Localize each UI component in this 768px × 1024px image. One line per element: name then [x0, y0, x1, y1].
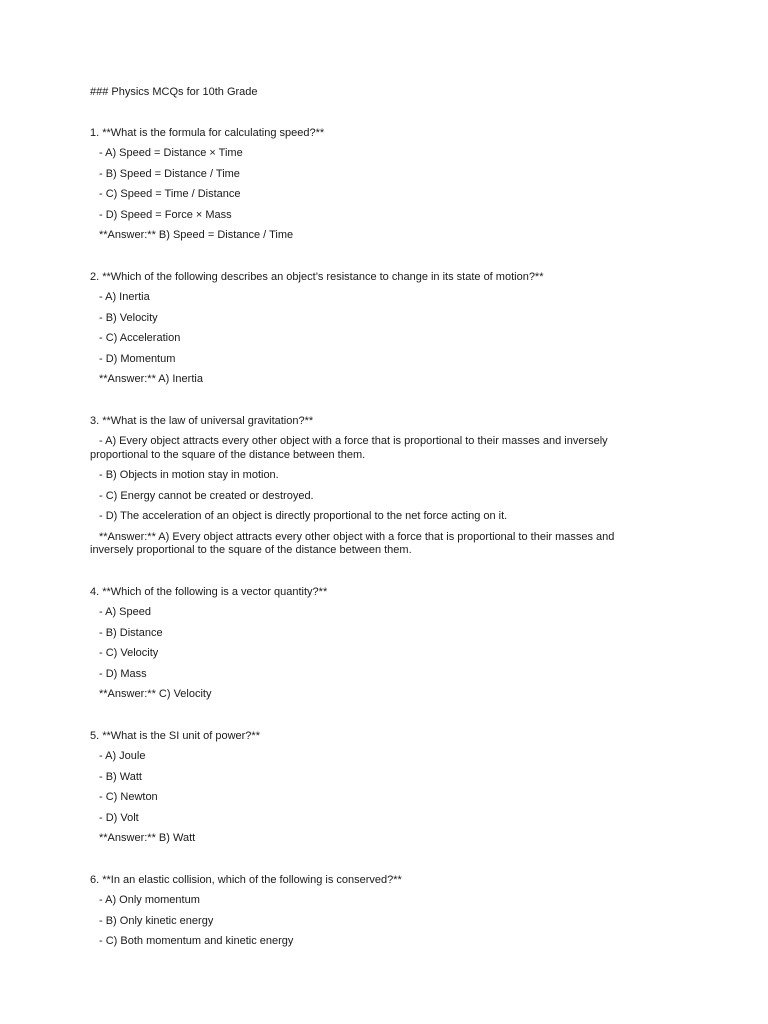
correct-answer: **Answer:** C) Velocity: [99, 688, 212, 700]
answer-option: - B) Objects in motion stay in motion.: [99, 469, 279, 481]
answer-option: - A) Speed = Distance × Time: [99, 147, 243, 159]
correct-answer: **Answer:** B) Watt: [99, 832, 196, 844]
correct-answer: **Answer:** A) Inertia: [99, 373, 203, 385]
answer-option: - A) Inertia: [99, 291, 150, 303]
answer-option: - C) Newton: [99, 791, 158, 803]
answer-option: - C) Speed = Time / Distance: [99, 188, 241, 200]
answer-option: - B) Speed = Distance / Time: [99, 167, 240, 180]
answer-option: - C) Acceleration: [99, 332, 181, 344]
question-block: [90, 271, 650, 387]
answer-option: - C) Velocity: [99, 647, 159, 659]
question-block: [90, 415, 650, 558]
answer-option: - A) Joule: [99, 750, 146, 762]
question-text: 4. **Which of the following is a vector quantity?**: [90, 585, 328, 598]
answer-option: - A) Every object attracts every other object with a force that is proportional to their masses and inversely proportional to the square of the distance between them.: [90, 435, 608, 461]
question-block: [90, 730, 650, 846]
answer-option: - B) Velocity: [99, 311, 158, 324]
answer-option: - D) The acceleration of an object is directly proportional to the net force acting on it.: [99, 510, 508, 522]
document-body: [90, 86, 650, 977]
question-block: [90, 874, 650, 949]
answer-option: - B) Distance: [99, 626, 163, 639]
correct-answer: **Answer:** A) Every object attracts every other object with a force that is proportional to their masses and inversely proportional to the square of the distance between them.: [90, 530, 615, 556]
correct-answer: **Answer:** B) Speed = Distance / Time: [99, 229, 294, 241]
question-block: [90, 127, 650, 243]
answer-option: - D) Volt: [99, 811, 139, 824]
question-text: 1. **What is the formula for calculating speed?**: [90, 126, 325, 139]
document-heading: ### Physics MCQs for 10th Grade: [90, 86, 258, 98]
answer-option: - D) Mass: [99, 667, 147, 680]
question-block: [90, 586, 650, 702]
question-text: 2. **Which of the following describes an object’s resistance to change in its state of motion?**: [90, 270, 544, 283]
answer-option: - A) Only momentum: [99, 894, 200, 906]
question-text: 3. **What is the law of universal gravitation?**: [90, 414, 314, 427]
answer-option: - B) Watt: [99, 770, 142, 783]
answer-option: - B) Only kinetic energy: [99, 914, 214, 927]
answer-option: - D) Speed = Force × Mass: [99, 208, 232, 221]
answer-option: - D) Momentum: [99, 352, 176, 365]
answer-option: - A) Speed: [99, 606, 151, 618]
answer-option: - C) Both momentum and kinetic energy: [99, 935, 294, 947]
question-text: 6. **In an elastic collision, which of the following is conserved?**: [90, 873, 402, 886]
question-text: 5. **What is the SI unit of power?**: [90, 729, 260, 742]
answer-option: - C) Energy cannot be created or destroyed.: [99, 489, 314, 502]
